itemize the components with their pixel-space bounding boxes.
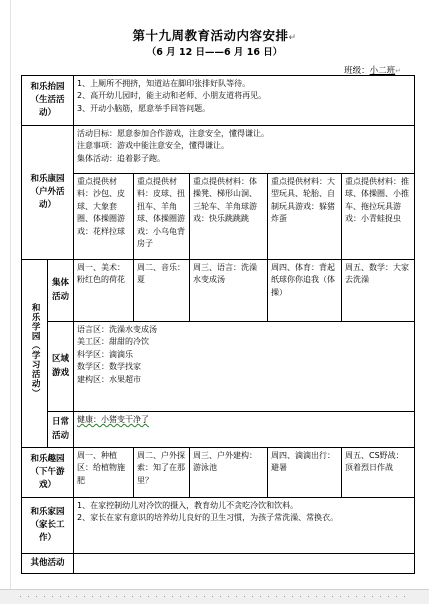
outdoor-summary <box>74 126 415 174</box>
list-item: 美工区：甜甜的冷饮 <box>77 337 150 347</box>
games-cell: 周四、滴滴出行：避暑 <box>268 448 342 498</box>
row-label-games: 和乐趣园（下午游戏） <box>22 448 74 498</box>
sub-label-collective: 集体活动 <box>48 260 74 322</box>
collective-cell: 周一、美术：粉红色的荷花 <box>74 260 134 322</box>
sub-label-daily: 日常活动 <box>48 412 74 448</box>
outdoor-cell: 重点提供材料：体操凳、梯形山洞、三轮车、羊角球游戏：快乐跳跳跳 <box>190 174 268 260</box>
sub-label-area: 区域游戏 <box>48 322 74 412</box>
table-row <box>22 322 415 412</box>
list-item: 建构区：水果超市 <box>77 374 142 384</box>
outdoor-cell: 重点提供材料：推球、体操圈、小推车、拖拉玩具游戏：小青蛙捉虫 <box>342 174 415 260</box>
outdoor-notice: 注意事项：游戏中能注意安全，懂得谦让。 <box>77 141 230 151</box>
games-cell: 周二、户外探索：知了在那里？ <box>134 448 190 498</box>
paragraph-mark-icon: ↵ <box>288 33 297 43</box>
collective-cell: 周四、体育：背起纸球你你追我（体操） <box>268 260 342 322</box>
list-item: 科学区：滴滴乐 <box>77 349 134 359</box>
horizontal-ruler <box>0 589 429 604</box>
class-label: 班级： <box>344 66 370 76</box>
table-row <box>22 76 415 126</box>
collective-cell: 周五、数学：大家去洗澡 <box>342 260 415 322</box>
class-value: 小二班 <box>369 66 396 76</box>
paragraph-mark-icon: ↵ <box>395 67 401 75</box>
list-item: 1、上厕所不拥挤，知道站在脚印张排好队等待。 <box>77 79 251 88</box>
learning-label: 和乐学园（学习活动） <box>30 303 41 399</box>
table-row <box>22 126 415 174</box>
table-row <box>22 260 415 322</box>
daily-item: 健康：小猪变干净了 <box>77 415 150 424</box>
other-content <box>74 554 415 574</box>
margin-ruler <box>10 0 11 590</box>
row-label-learning <box>22 260 48 448</box>
list-item: 1、在家控制幼儿对冷饮的摄入，教育幼儿不贪吃冷饮和饮料。 <box>77 501 299 510</box>
date-range: （6 月 12 日——6 月 16 日） <box>146 47 283 58</box>
games-cell: 周三、户外建构：游泳池 <box>190 448 268 498</box>
table-row <box>22 554 415 574</box>
row-label-family: 和乐家园（家长工作） <box>22 498 74 554</box>
list-item: 2、高开幼儿园时，能主动和老师、小朋友道将再见。 <box>77 91 267 101</box>
games-cell: 周一、种植区：给植物施肥 <box>74 448 134 498</box>
arrival-content <box>74 76 415 126</box>
list-item: 数学区：数学找家 <box>77 362 142 372</box>
list-item: 3、开动小脑筋，愿意举手回答问题。 <box>77 103 211 113</box>
collective-cell: 周三、语言：洗澡水变成汤 <box>190 260 268 322</box>
daily-content <box>74 412 415 448</box>
row-label-outdoor: 和乐康园（户外活动） <box>22 126 74 260</box>
row-label-arrival: 和乐抬园（生活活动） <box>22 76 74 126</box>
table-row <box>22 448 415 498</box>
list-item: 语言区：洗澡水变成汤 <box>77 325 158 334</box>
outdoor-goal: 活动目标：愿意参加合作游戏，注意安全，懂得谦让。 <box>77 129 270 138</box>
outdoor-cell: 重点提供材料：沙包、皮球、大象套圈、体操圈游戏：花样拉球 <box>74 174 134 260</box>
outdoor-group-activity: 集体活动：追着影子跑。 <box>77 153 166 163</box>
table-row <box>22 412 415 448</box>
area-content <box>74 322 415 412</box>
schedule-table <box>21 75 415 574</box>
page-title <box>0 26 429 44</box>
family-content <box>74 498 415 554</box>
list-item: 2、家长在家有意识的培养幼儿良好的卫生习惯，为孩子常洗澡、常换衣。 <box>77 513 339 523</box>
outdoor-cell: 重点提供材料：大型玩具、轮胎、自制玩具游戏：躲猪炸蛋 <box>268 174 342 260</box>
games-cell: 周五、CS野战：顶着烈日作战 <box>342 448 415 498</box>
table-row <box>22 498 415 554</box>
table-row <box>22 174 415 260</box>
title-text: 第十九周教育活动内容安排 <box>132 28 289 43</box>
collective-cell: 周二、音乐：夏 <box>134 260 190 322</box>
outdoor-cell: 重点提供材料：皮球、扭扭车、羊角球、体操圈游戏：小乌龟背房子 <box>134 174 190 260</box>
ruler-ticks <box>20 596 409 597</box>
row-label-other: 其他活动 <box>22 554 74 574</box>
